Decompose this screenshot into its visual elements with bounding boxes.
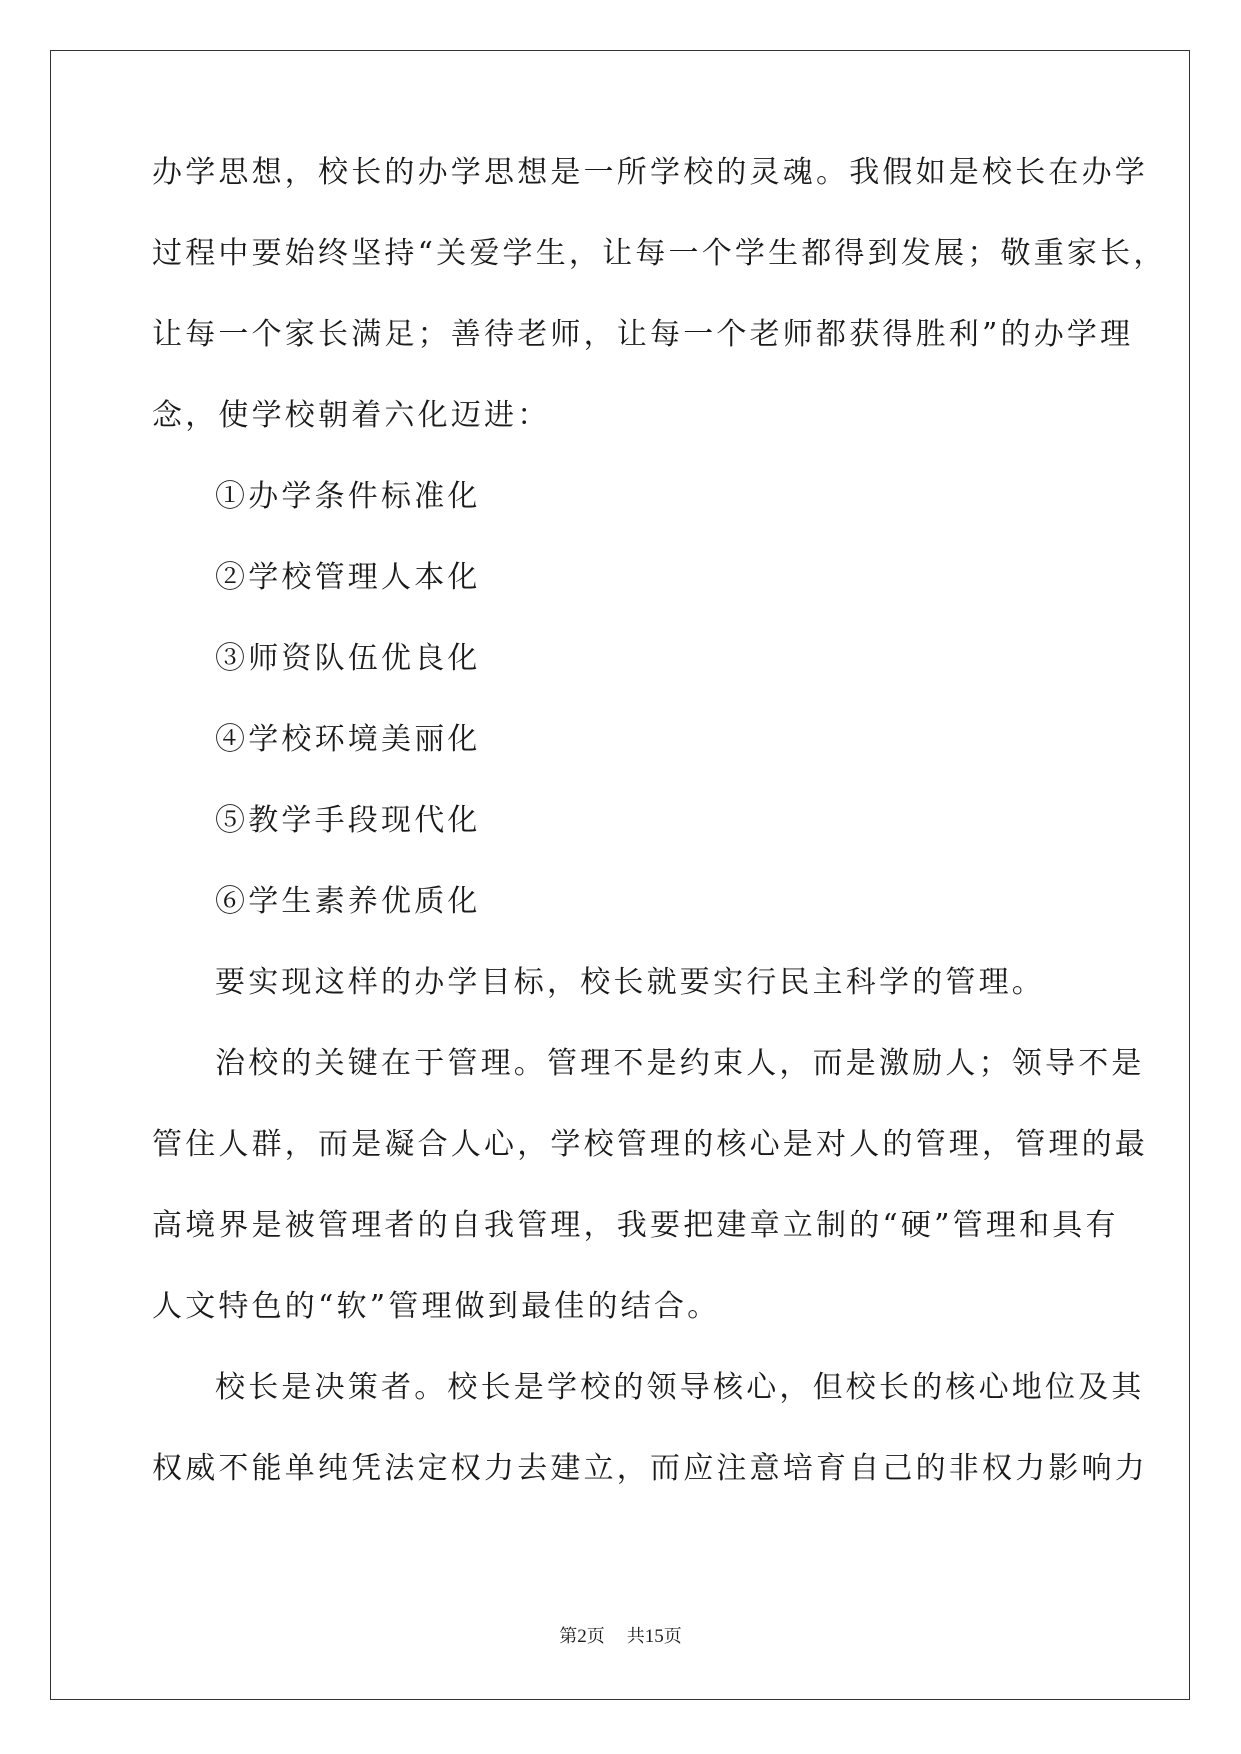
paragraph-line: 权威不能单纯凭法定权力去建立，而应注意培育自己的非权力影响力 bbox=[152, 1451, 1148, 1486]
footer-page-suffix: 页 bbox=[586, 1626, 605, 1647]
list-item: ③师资队伍优良化 bbox=[215, 641, 481, 676]
paragraph-line: 念，使学校朝着六化迈进： bbox=[152, 398, 551, 433]
list-item: ④学校环境美丽化 bbox=[215, 722, 481, 757]
paragraph-line: 人文特色的“软”管理做到最佳的结合。 bbox=[152, 1289, 721, 1324]
paragraph-line: 要实现这样的办学目标，校长就要实行民主科学的管理。 bbox=[215, 965, 1045, 1000]
footer-total-suffix: 页 bbox=[663, 1626, 682, 1647]
footer-page-number: 2 bbox=[577, 1626, 587, 1647]
paragraph-line: 校长是决策者。校长是学校的领导核心，但校长的核心地位及其 bbox=[215, 1370, 1145, 1405]
paragraph-line: 让每一个家长满足；善待老师，让每一个老师都获得胜利”的办学理 bbox=[152, 317, 1134, 352]
footer-total-prefix: 共 bbox=[626, 1626, 645, 1647]
list-item: ①办学条件标准化 bbox=[215, 479, 481, 514]
list-item: ②学校管理人本化 bbox=[215, 560, 481, 595]
paragraph-line: 治校的关键在于管理。管理不是约束人，而是激励人；领导不是 bbox=[215, 1046, 1145, 1081]
paragraph-line: 高境界是被管理者的自我管理，我要把建章立制的“硬”管理和具有 bbox=[152, 1208, 1119, 1243]
paragraph-line: 办学思想，校长的办学思想是一所学校的灵魂。我假如是校长在办学 bbox=[152, 155, 1148, 190]
list-item: ⑤教学手段现代化 bbox=[215, 803, 481, 838]
document-body bbox=[152, 155, 1167, 1535]
footer-total-pages: 15 bbox=[644, 1626, 664, 1647]
page-footer bbox=[0, 1626, 1241, 1648]
paragraph-line: 过程中要始终坚持“关爱学生，让每一个学生都得到发展；敬重家长， bbox=[152, 236, 1167, 271]
footer-prefix: 第 bbox=[559, 1626, 578, 1647]
list-item: ⑥学生素养优质化 bbox=[215, 884, 481, 919]
paragraph-line: 管住人群，而是凝合人心，学校管理的核心是对人的管理，管理的最 bbox=[152, 1127, 1148, 1162]
